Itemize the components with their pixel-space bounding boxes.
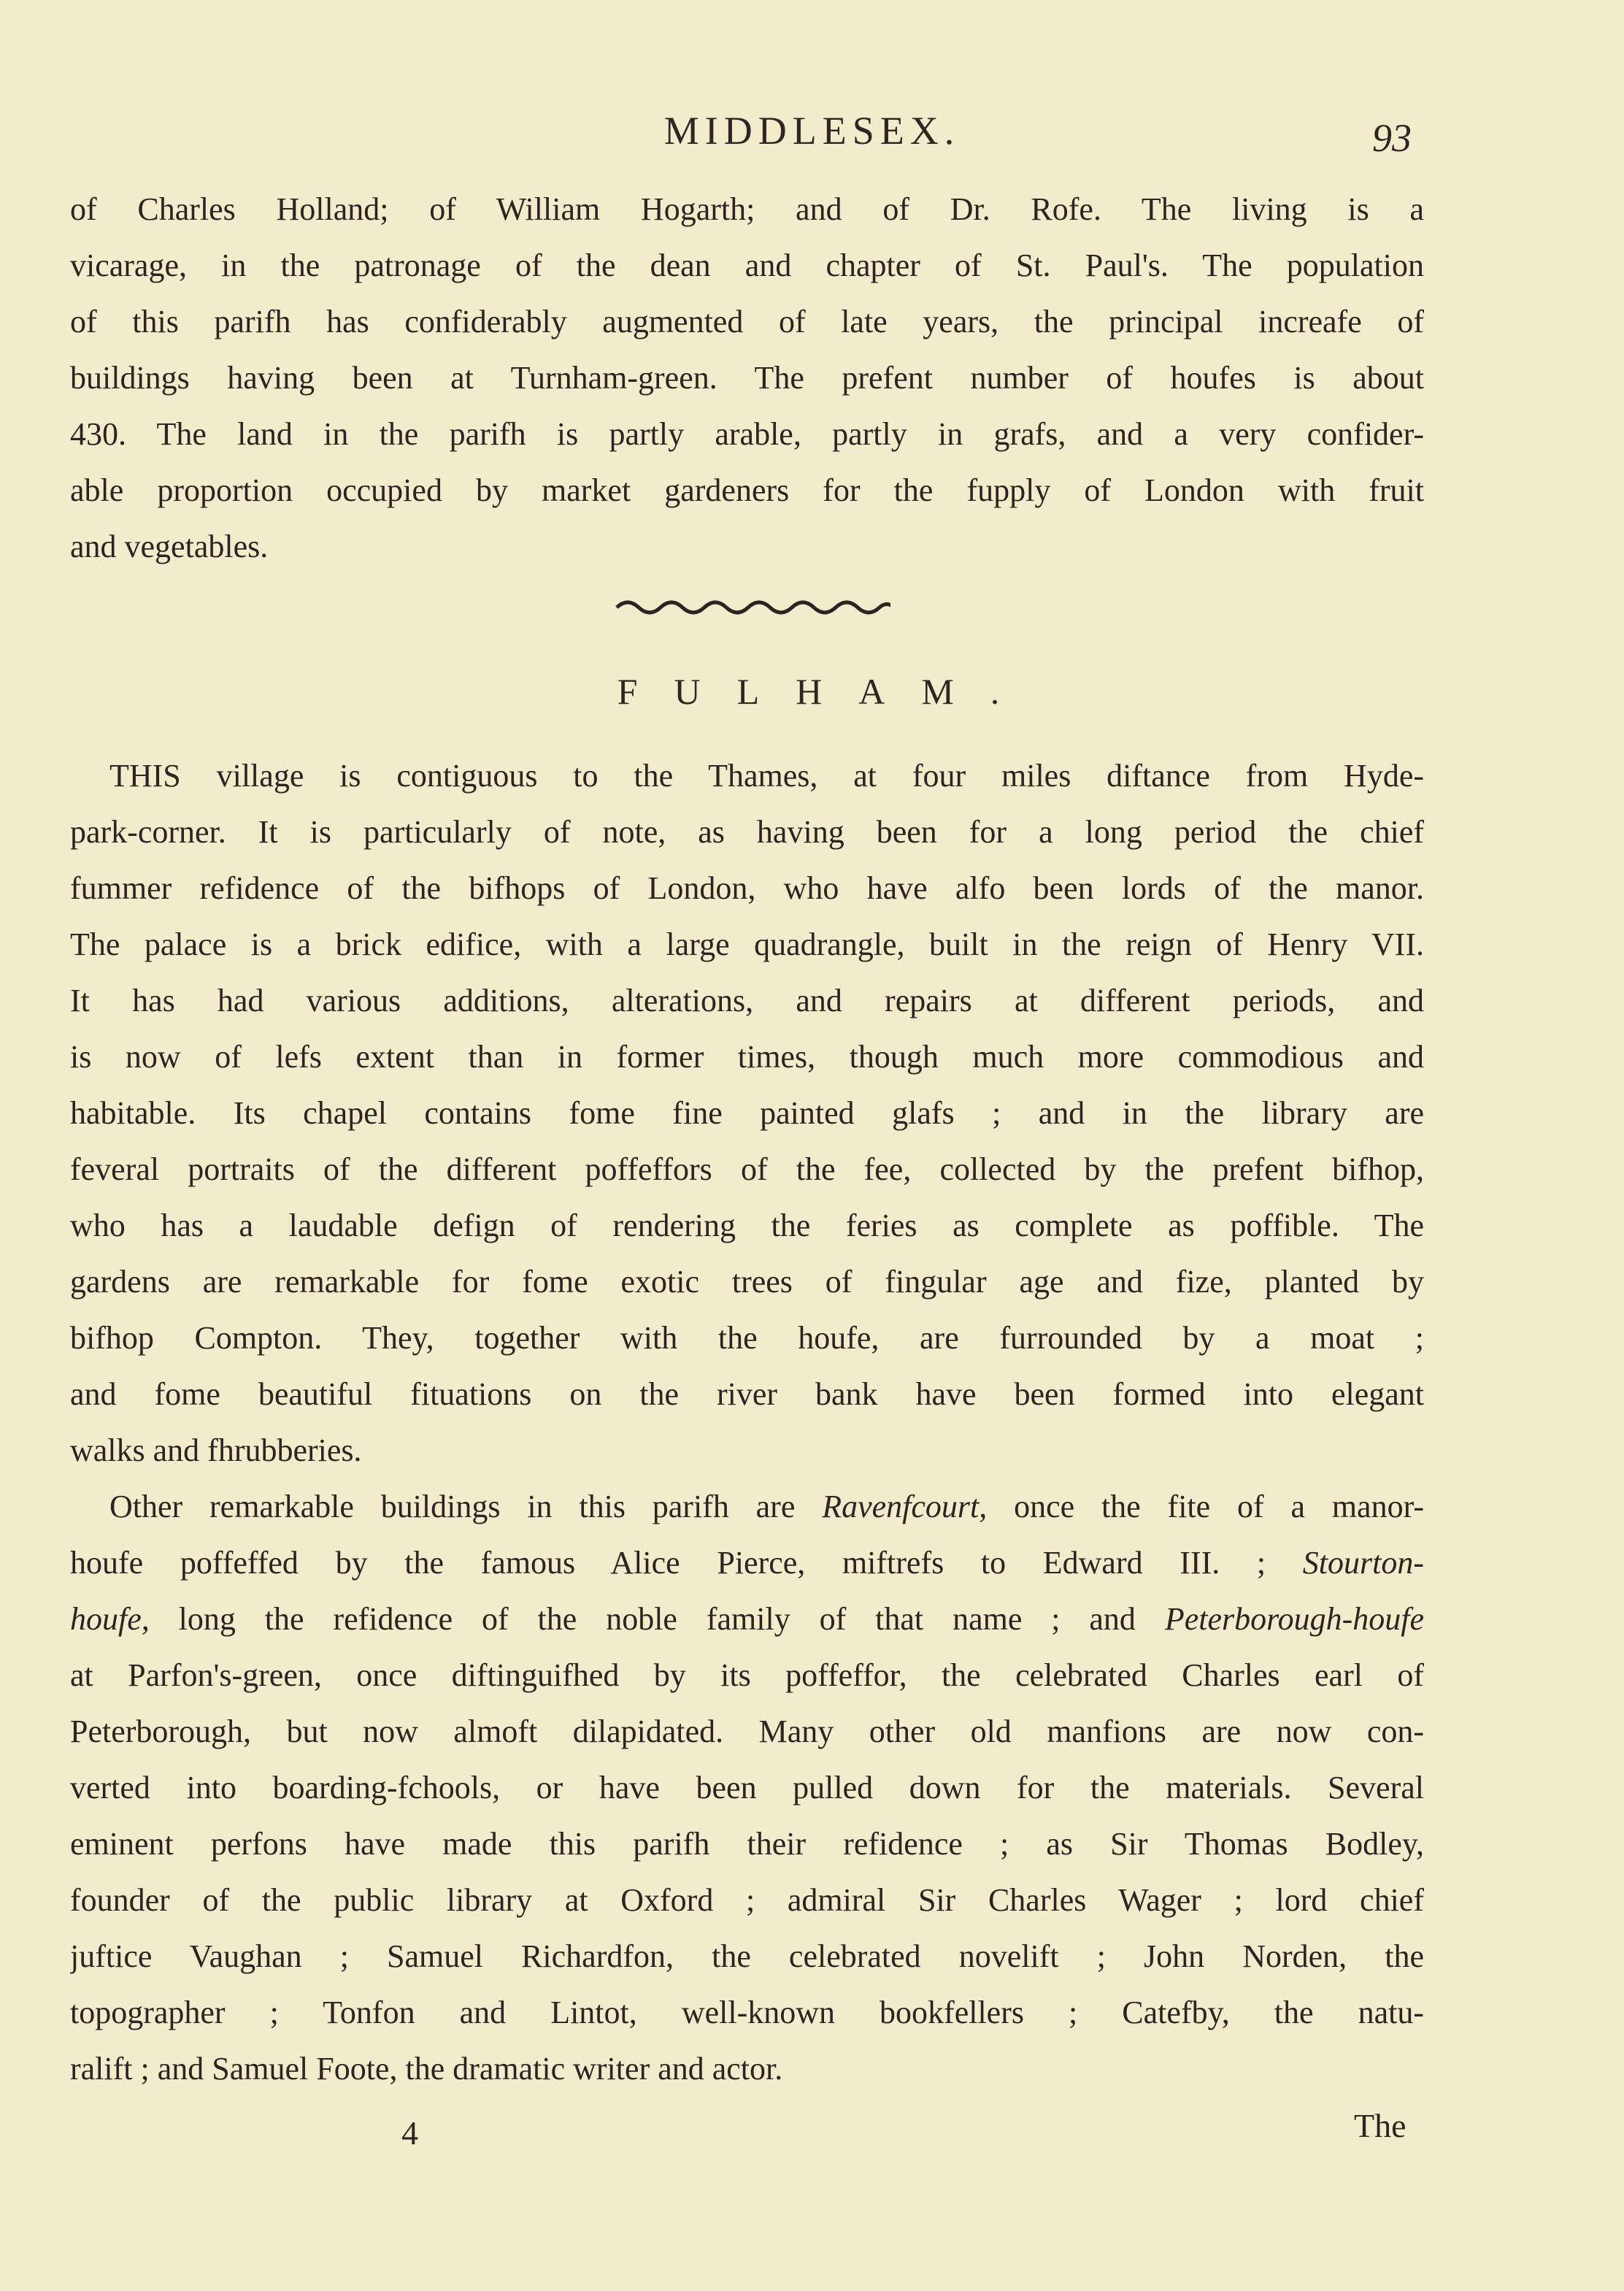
text-line: founder of the public library at Oxford ; admiral Sir Charles Wager ; lord chief [70, 1882, 1424, 1918]
text-line: ralift ; and Samuel Foote, the dramatic writer and actor. [70, 2051, 783, 2087]
place-name-ravenscourt: Ravenfcourt, [822, 1489, 988, 1524]
text-line: of Charles Holland; of William Hogarth; and of Dr. Rofe. The living is a [70, 191, 1424, 227]
text-line [70, 1591, 1424, 1647]
text-line: The palace is a brick edifice, with a large quadrangle, built in the reign of Henry VII. [70, 926, 1424, 962]
text-line: Peterborough, but now almoft dilapidated. Many other old manfions are now con- [70, 1714, 1424, 1749]
text-line: bifhop Compton. They, together with the houfe, are furrounded by a moat ; [70, 1320, 1424, 1356]
text-line: topographer ; Tonfon and Lintot, well-known bookfellers ; Catefby, the natu- [70, 1995, 1424, 2030]
page-number: 93 [1372, 116, 1412, 160]
text-line: habitable. Its chapel contains fome fine painted glafs ; and in the library are [70, 1095, 1424, 1131]
text-line: THIS village is contiguous to the Thames, at four miles diftance from Hyde- [109, 758, 1424, 794]
text-line: at Parfon's-green, once diftinguifhed by its poffeffor, the celebrated Charles earl of [70, 1657, 1424, 1693]
paragraph-remarkable-buildings [70, 1478, 1424, 2097]
signature-mark: 4 [401, 2114, 418, 2152]
text-line: fummer refidence of the bifhops of London, who have alfo been lords of the manor. [70, 870, 1424, 906]
text-line: It has had various additions, alterations, and repairs at different periods, and [70, 983, 1424, 1018]
text-run: once the fite of a manor- [987, 1489, 1424, 1524]
place-name-stourton: Stourton- [1302, 1545, 1424, 1581]
text-line: park-corner. It is particularly of note, as having been for a long period the chief [70, 814, 1424, 850]
text-run: Other remarkable buildings in this parifh are [109, 1489, 823, 1524]
text-line: 430. The land in the parifh is partly arable, partly in grafs, and a very confider- [70, 416, 1424, 452]
section-heading-fulham: FULHAM. [617, 671, 1036, 712]
catchword: The [1354, 2107, 1406, 2144]
text-run: long the refidence of the noble family of that name ; and [149, 1601, 1165, 1637]
text-line: and vegetables. [70, 529, 269, 564]
text-run: houfe poffeffed by the famous Alice Pierce, miftrefs to Edward III. ; [70, 1545, 1303, 1581]
text-line: is now of lefs extent than in former times, though much more commodious and [70, 1039, 1424, 1075]
text-line: walks and fhrubberies. [70, 1432, 362, 1468]
running-head: MIDDLESEX. [663, 109, 961, 153]
text-line: gardens are remarkable for fome exotic trees of fingular age and fize, planted by [70, 1264, 1424, 1300]
text-line [70, 1535, 1424, 1591]
text-line: vicarage, in the patronage of the dean and chapter of St. Paul's. The population [70, 247, 1424, 283]
text-line: verted into boarding-fchools, or have been pulled down for the materials. Several [70, 1770, 1424, 1805]
decorative-rule-ornament [613, 593, 890, 615]
text-line: feveral portraits of the different poffeffors of the fee, collected by the prefent bifhop, [70, 1151, 1424, 1187]
text-line: who has a laudable defign of rendering the feries as complete as poffible. The [70, 1208, 1424, 1243]
place-name-stourton-cont: houfe, [70, 1601, 150, 1637]
paragraph-chiswick-end [70, 181, 1424, 575]
text-line: eminent perfons have made this parifh their refidence ; as Sir Thomas Bodley, [70, 1826, 1424, 1862]
text-line: and fome beautiful fituations on the river bank have been formed into elegant [70, 1376, 1424, 1412]
text-line: juftice Vaughan ; Samuel Richardfon, the celebrated novelift ; John Norden, the [70, 1938, 1424, 1974]
paragraph-fulham-village [70, 748, 1424, 1478]
text-line [70, 1478, 1424, 1535]
text-line: able proportion occupied by market gardeners for the fupply of London with fruit [70, 472, 1424, 508]
text-line: of this parifh has confiderably augmented of late years, the principal increafe of [70, 304, 1424, 339]
text-line: buildings having been at Turnham-green. The prefent number of houfes is about [70, 360, 1424, 396]
place-name-peterborough-house: Peterborough-houfe [1164, 1601, 1424, 1637]
